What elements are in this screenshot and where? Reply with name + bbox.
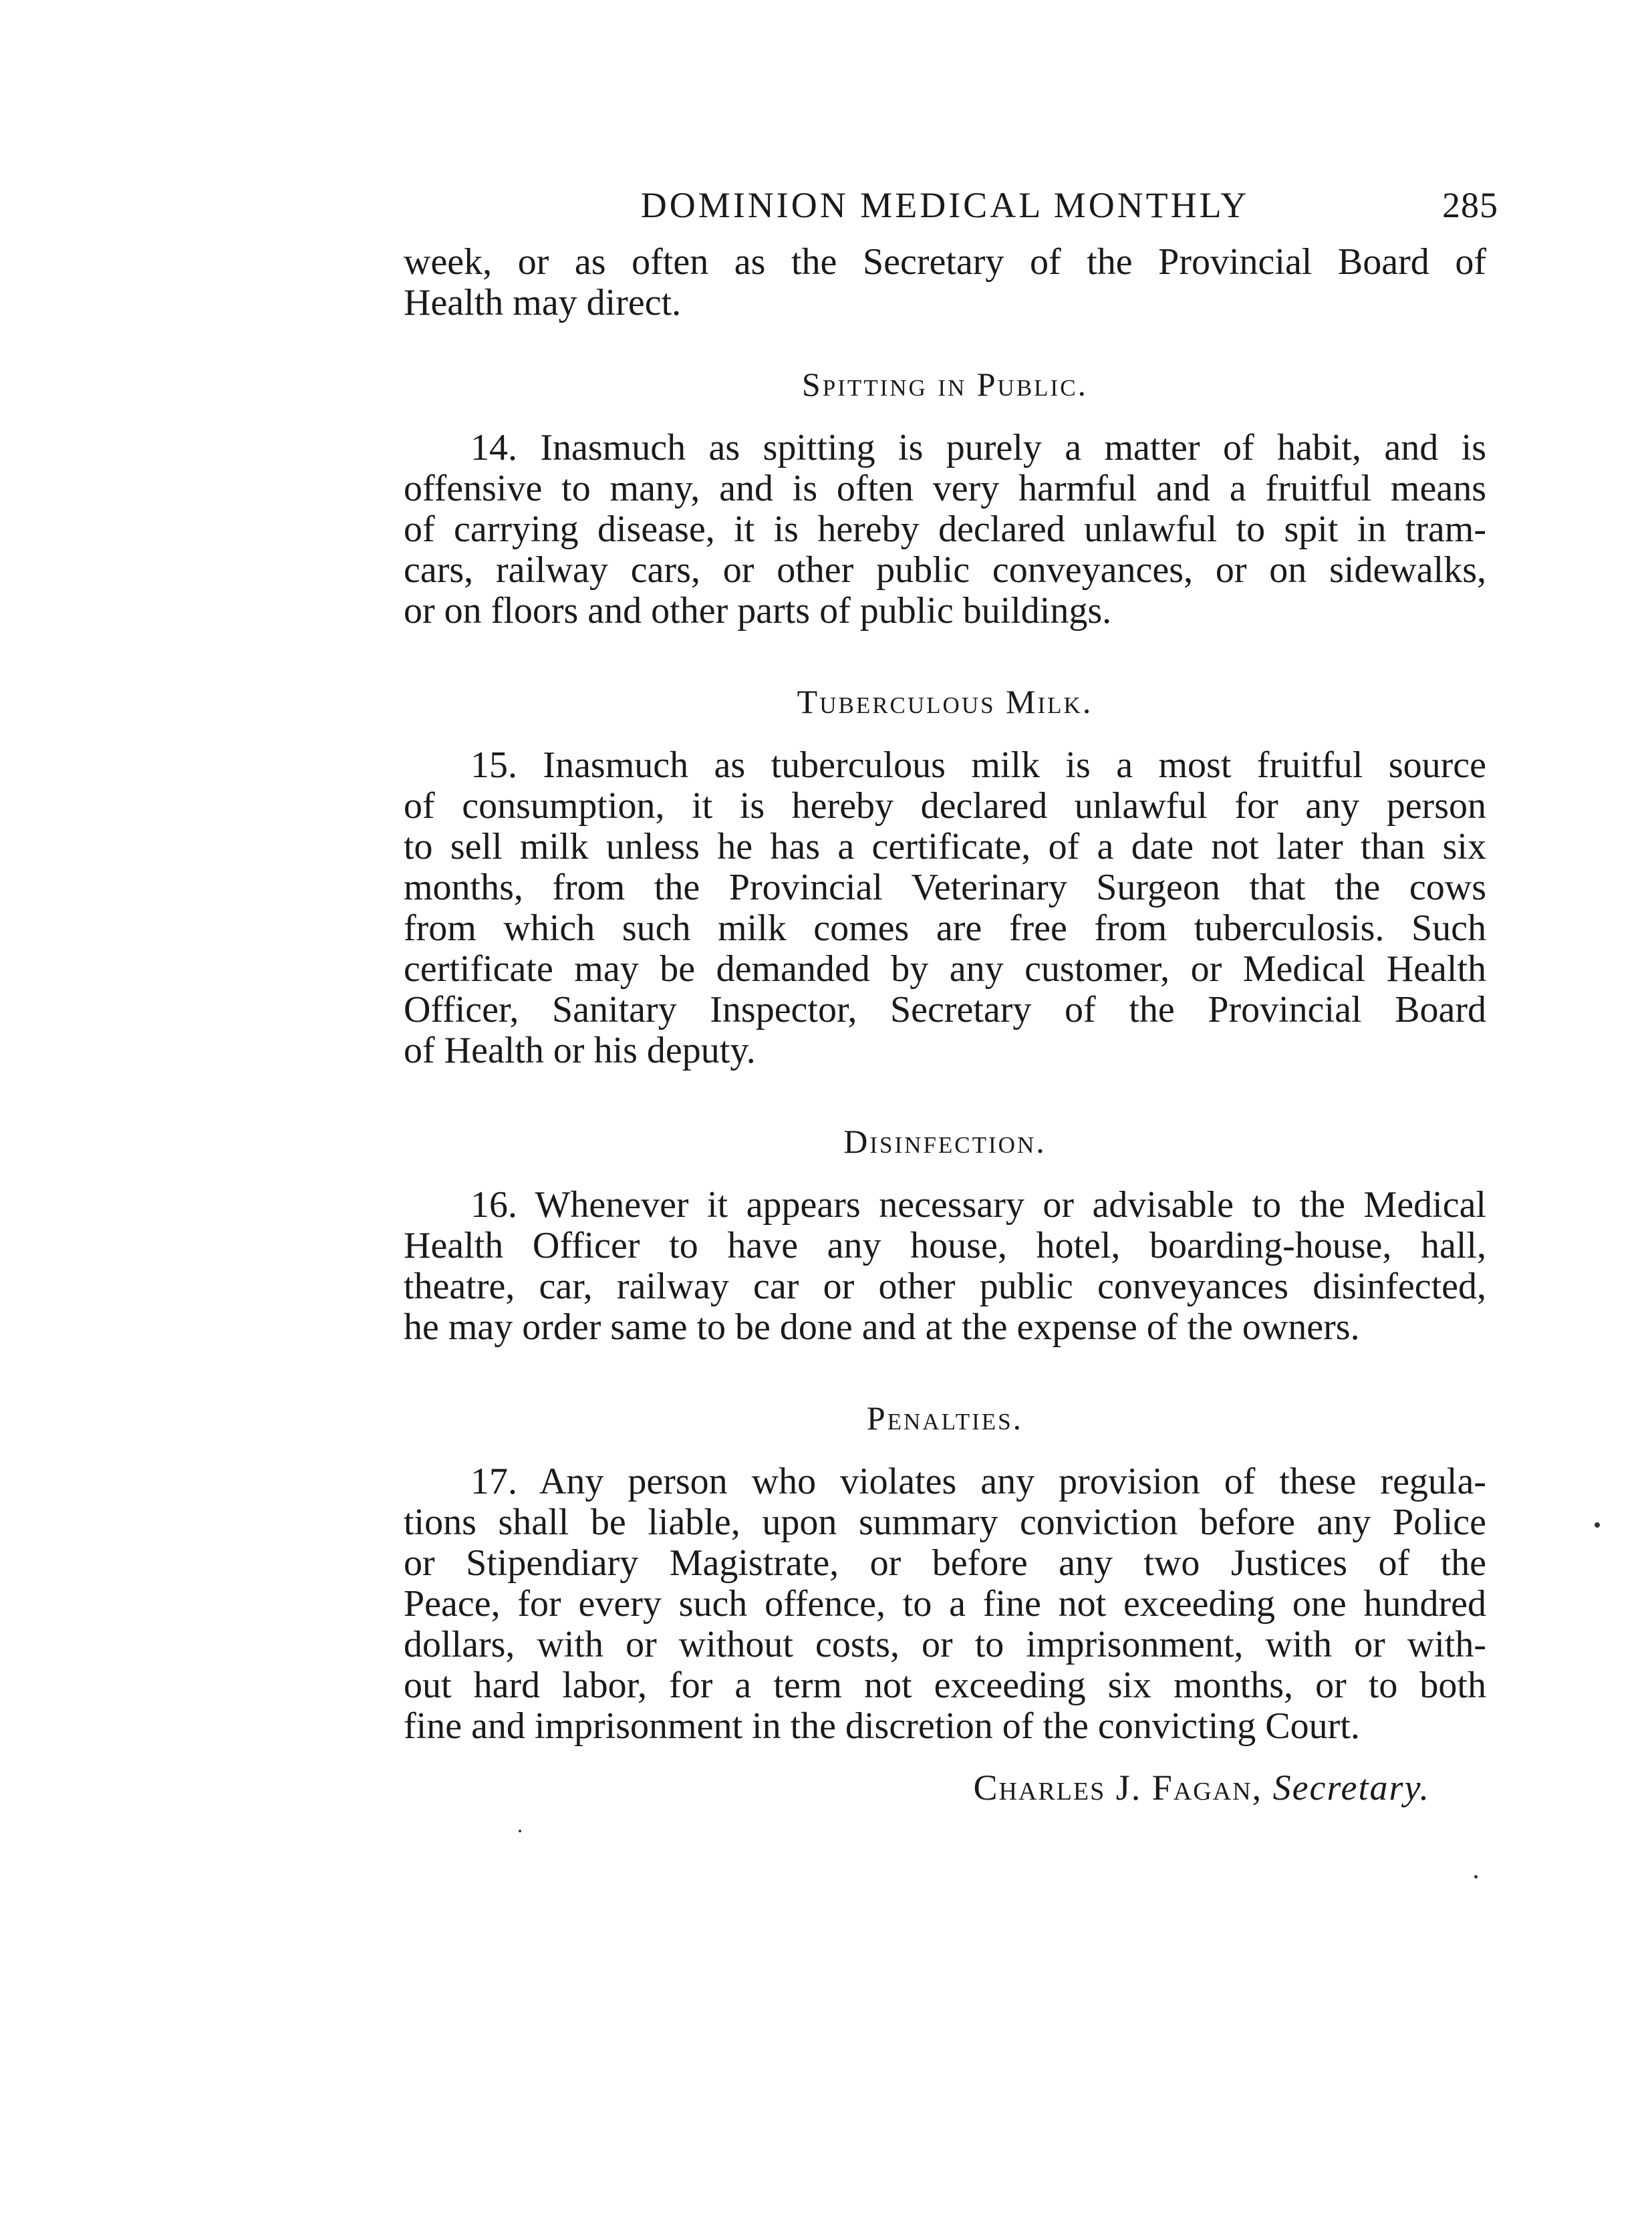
paragraph-line: of Health or his deputy. xyxy=(404,1030,756,1071)
paragraph-line: he may order same to be done and at the expense of the owners. xyxy=(404,1306,1360,1348)
paragraph-line: certificate may be demanded by any customer, or Medical Health xyxy=(404,948,1486,990)
running-title: DOMINION MEDICAL MONTHLY xyxy=(640,185,1250,225)
paragraph-line: tions shall be liable, upon summary conviction before any Police xyxy=(404,1502,1486,1543)
scan-speck xyxy=(1474,1875,1478,1878)
paragraph-line: week, or as often as the Secretary of the Provincial Board of xyxy=(404,241,1486,283)
section-paragraph-penalties xyxy=(404,1461,1486,1747)
paragraph-line: cars, railway cars, or other public conveyances, or on sidewalks, xyxy=(404,549,1486,591)
paragraph-line: or Stipendiary Magistrate, or before any two Justices of the xyxy=(404,1542,1486,1584)
paragraph-line: Peace, for every such offence, to a fine not exceeding one hundred xyxy=(404,1583,1486,1625)
paragraph-line: or on floors and other parts of public buildings. xyxy=(404,590,1112,632)
paragraph-line: dollars, with or without costs, or to imprisonment, with or with- xyxy=(404,1624,1486,1665)
section-paragraph-spitting xyxy=(404,428,1486,632)
scan-speck xyxy=(519,1830,521,1832)
section-heading-disinfection: Disinfection. xyxy=(843,1123,1047,1160)
continuation-paragraph xyxy=(404,242,1486,323)
paragraph-line: Officer, Sanitary Inspector, Secretary of the Provincial Board xyxy=(404,989,1486,1030)
paragraph-line: of carrying disease, it is hereby declared unlawful to spit in tram- xyxy=(404,509,1486,550)
signature-block xyxy=(404,1747,1486,1807)
paragraph-line: 16. Whenever it appears necessary or advisable to the Medical xyxy=(470,1184,1486,1226)
paragraph-line: Health Officer to have any house, hotel, boarding-house, hall, xyxy=(404,1225,1486,1266)
scan-speck xyxy=(1595,1522,1600,1528)
section-paragraph-disinfection xyxy=(404,1185,1486,1348)
paragraph-line: to sell milk unless he has a certificate, of a date not later than six xyxy=(404,826,1486,867)
paragraph-line: 17. Any person who violates any provision of these regula- xyxy=(470,1461,1486,1502)
paragraph-line: 15. Inasmuch as tuberculous milk is a most fruitful source xyxy=(470,744,1486,786)
paragraph-line: theatre, car, railway car or other public conveyances disinfected, xyxy=(404,1266,1486,1307)
paragraph-line: months, from the Provincial Veterinary Surgeon that the cows xyxy=(404,867,1486,908)
signature xyxy=(973,1767,1430,1808)
signature-title: Secretary. xyxy=(1272,1768,1430,1808)
section-heading-penalties: Penalties. xyxy=(866,1399,1024,1437)
section-heading-spitting: Spitting in Public. xyxy=(801,366,1089,403)
section-paragraph-tuberculous-milk xyxy=(404,745,1486,1071)
paragraph-line: from which such milk comes are free from tuberculosis. Such xyxy=(404,907,1486,949)
page-number: 285 xyxy=(1442,185,1498,225)
running-head xyxy=(404,184,1498,238)
paragraph-line: out hard labor, for a term not exceeding six months, or to both xyxy=(404,1665,1486,1706)
paragraph-line: of consumption, it is hereby declared unlawful for any person xyxy=(404,785,1486,827)
section-heading-tuberculous-milk: Tuberculous Milk. xyxy=(797,683,1093,720)
text-column xyxy=(404,184,1498,1808)
paragraph-line: Health may direct. xyxy=(404,282,682,323)
paragraph-line: fine and imprisonment in the discretion of the convicting Court. xyxy=(404,1705,1360,1747)
paragraph-line: 14. Inasmuch as spitting is purely a matter of habit, and is xyxy=(470,427,1486,468)
paragraph-line: offensive to many, and is often very harmful and a fruitful means xyxy=(404,468,1486,509)
signature-name: Charles J. Fagan, xyxy=(973,1768,1263,1808)
